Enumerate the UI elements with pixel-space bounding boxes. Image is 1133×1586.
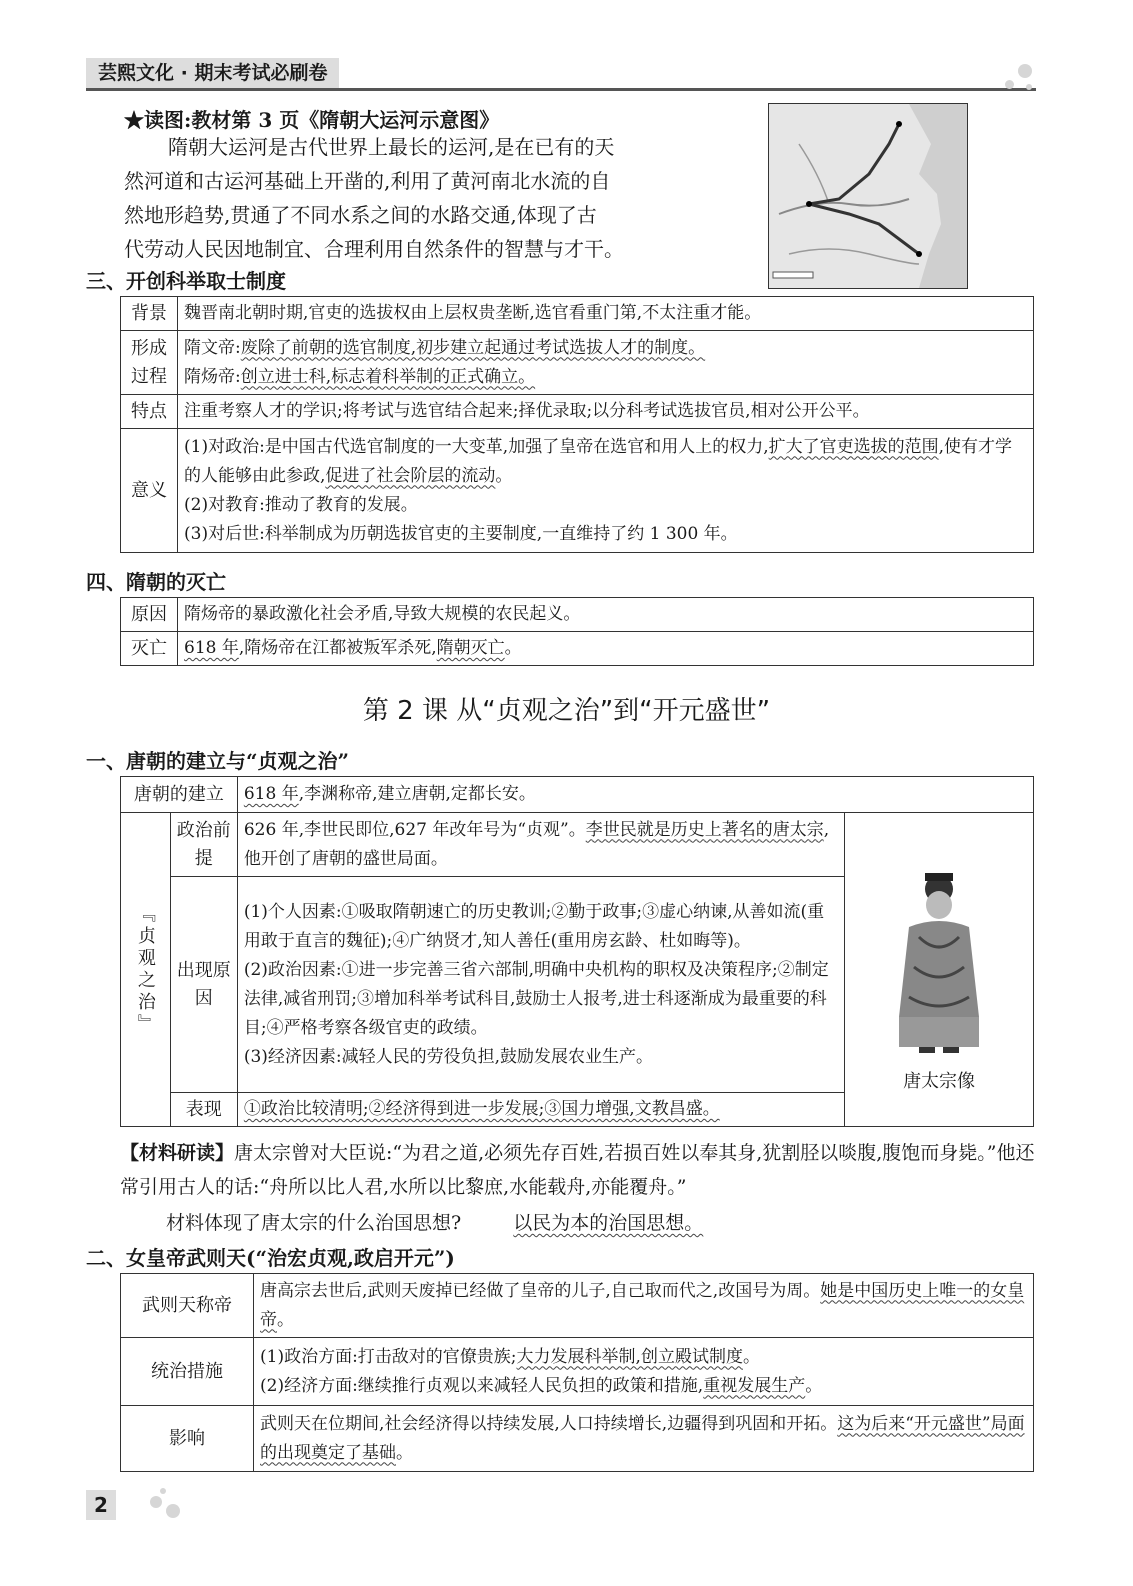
text: 。 bbox=[396, 1442, 413, 1463]
portrait-caption: 唐太宗像 bbox=[903, 1071, 976, 1092]
row-content bbox=[254, 1406, 1034, 1472]
text: 隋炀帝: bbox=[184, 366, 241, 387]
text: (1)对政治:是中国古代选官制度的一大变革,加强了皇帝在选官和用人上的权力, bbox=[184, 436, 769, 457]
key-point: 隋朝灭亡 bbox=[436, 638, 505, 658]
key-point: 李世民就是历史上著名的唐太宗 bbox=[585, 819, 824, 840]
reading-paragraph bbox=[124, 130, 704, 266]
row-content bbox=[254, 1338, 1034, 1406]
wuzetian-table bbox=[120, 1273, 1034, 1472]
row-label: 武则天称帝 bbox=[121, 1274, 254, 1338]
text: 。 bbox=[504, 638, 522, 658]
row-content: 魏晋南北朝时期,官吏的选拔权由上层权贵垄断,选官看重门第,不太注重才能。 bbox=[178, 297, 1034, 331]
row-content: 隋炀帝的暴政激化社会矛盾,导致大规模的农民起义。 bbox=[178, 598, 1034, 632]
series-title: 芸熙文化 · 期末考试必刷卷 bbox=[86, 58, 339, 88]
text: ,李渊称帝,建立唐朝,定都长安。 bbox=[298, 784, 536, 804]
section-title: 一、唐朝的建立与“贞观之治” bbox=[86, 749, 350, 773]
key-point: 618 年 bbox=[184, 638, 239, 658]
text: ,隋炀帝在江都被叛军杀死, bbox=[238, 638, 437, 658]
row-label: 背景 bbox=[121, 297, 178, 331]
portrait-cell bbox=[845, 813, 1034, 1127]
row-content bbox=[237, 877, 844, 1093]
section-title: 三、开创科举取士制度 bbox=[86, 269, 286, 293]
text: 唐高宗去世后,武则天废掉已经做了皇帝的儿子,自己取而代之,改国号为周。 bbox=[260, 1280, 821, 1301]
text: (2)政治因素:①进一步完善三省六部制,明确中央机构的职权及决策程序;②制定法律,减省刑罚;③增加科举考试科目,鼓励士人报考,进士科逐渐成为最重要的科目;④严格考察各级官吏的政绩。 bbox=[243, 959, 829, 1038]
question-text: 材料体现了唐太宗的什么治国思想? bbox=[166, 1212, 462, 1234]
key-point: 618 年 bbox=[243, 784, 299, 804]
key-point: 她是中国历史上唯一的女皇帝 bbox=[260, 1280, 1025, 1330]
row-label: 形成过程 bbox=[121, 331, 178, 395]
material-paragraph bbox=[120, 1136, 1035, 1204]
reading-line: 然地形趋势,贯通了不同水系之间的水路交通,体现了古 bbox=[124, 203, 597, 227]
text: (3)经济因素:减轻人民的劳役负担,鼓励发展农业生产。 bbox=[243, 1046, 654, 1067]
material-text: 唐太宗曾对大臣说:“为君之道,必须先存百姓,若损百姓以奉其身,犹割胫以啖腹,腹饱而身毙。”他还常引用古人的话:“舟所以比人君,水所以比黎庶,水能载舟,亦能覆舟。” bbox=[120, 1142, 1035, 1198]
section-title: 四、隋朝的灭亡 bbox=[86, 570, 226, 594]
row-content bbox=[178, 632, 1034, 666]
material-label: 【材料研读】 bbox=[120, 1142, 235, 1164]
row-label: 原因 bbox=[121, 598, 178, 632]
keju-table bbox=[120, 296, 1034, 553]
decor-dot bbox=[1018, 64, 1032, 78]
page-header bbox=[86, 58, 1036, 88]
row-label: 灭亡 bbox=[121, 632, 178, 666]
reading-title: ★读图:教材第 3 页《隋朝大运河示意图》 bbox=[124, 108, 500, 132]
key-point: 大力发展科举制,创立殿试制度 bbox=[516, 1346, 743, 1367]
text: 。 bbox=[742, 1346, 760, 1367]
key-point: 促进了社会阶层的流动 bbox=[325, 465, 496, 486]
text: 。 bbox=[277, 1309, 294, 1330]
row-label: 意义 bbox=[121, 429, 178, 553]
text: 。 bbox=[805, 1375, 823, 1396]
row-label: 统治措施 bbox=[121, 1338, 254, 1406]
text: 。 bbox=[495, 465, 513, 486]
text: 隋文帝: bbox=[184, 337, 241, 358]
map-graphic bbox=[769, 104, 967, 288]
sui-fall-table bbox=[120, 597, 1034, 666]
text: ,使有才学的人能够由此参政, bbox=[184, 436, 1013, 486]
text: 武则天在位期间,社会经济得以持续发展,人口持续增长,边疆得到巩固和开拓。 bbox=[260, 1413, 838, 1434]
row-content bbox=[237, 777, 1033, 813]
decor-dot bbox=[1005, 80, 1014, 89]
zhenguan-label: 『贞观之治』 bbox=[121, 813, 171, 1127]
answer-text: 以民为本的治国思想。 bbox=[513, 1212, 704, 1234]
text: (1)政治方面:打击敌对的官僚贵族; bbox=[260, 1346, 517, 1367]
row-label: 出现原因 bbox=[170, 877, 237, 1093]
row-label: 表现 bbox=[170, 1093, 237, 1127]
grand-canal-map bbox=[768, 103, 968, 289]
text: (2)对教育:推动了教育的发展。 bbox=[184, 494, 418, 515]
row-content bbox=[178, 331, 1034, 395]
decor-dot bbox=[1026, 84, 1032, 90]
row-content bbox=[254, 1274, 1034, 1338]
text: (3)对后世:科举制成为历朝选拔官吏的主要制度,一直维持了约 1 300 年。 bbox=[184, 523, 738, 544]
lesson-title: 第 2 课 从“贞观之治”到“开元盛世” bbox=[362, 696, 771, 726]
row-content: ①政治比较清明;②经济得到进一步发展;③国力增强,文教昌盛。 bbox=[237, 1093, 844, 1127]
row-content bbox=[237, 813, 844, 877]
key-point: 创立进士科,标志着科举制的正式确立。 bbox=[240, 366, 536, 387]
key-point: 废除了前朝的选官制度,初步建立起通过考试选拔人才的制度。 bbox=[240, 337, 706, 358]
key-point: 重视发展生产 bbox=[703, 1375, 806, 1396]
text: ,他开创了唐朝的盛世局面。 bbox=[243, 819, 830, 869]
reading-line: 隋朝大运河是古代世界上最长的运河,是在已有的天 bbox=[168, 135, 615, 159]
text: (1)个人因素:①吸取隋朝速亡的历史教训;②勤于政事;③虚心纳谏,从善如流(重用敢于直言的魏征);④广纳贤才,知人善任(重用房玄龄、杜如晦等)。 bbox=[243, 901, 825, 951]
decor-dot bbox=[160, 1488, 166, 1494]
material-question bbox=[166, 1206, 703, 1240]
row-label: 特点 bbox=[121, 395, 178, 429]
row-label: 影响 bbox=[121, 1406, 254, 1472]
header-rule bbox=[86, 88, 1036, 91]
zhenguan-table bbox=[120, 776, 1034, 1127]
row-label: 唐朝的建立 bbox=[121, 777, 238, 813]
key-point: 扩大了官吏选拔的范围 bbox=[768, 436, 939, 457]
row-label: 政治前提 bbox=[170, 813, 237, 877]
reading-line: 然河道和古运河基础上开凿的,利用了黄河南北水流的自 bbox=[124, 169, 611, 193]
decor-dot bbox=[166, 1504, 180, 1518]
key-point: 这为后来“开元盛世”局面的出现奠定了基础 bbox=[260, 1413, 1025, 1463]
emperor-portrait-image bbox=[879, 867, 999, 1057]
text: 626 年,李世民即位,627 年改年号为“贞观”。 bbox=[243, 819, 586, 840]
decor-dot bbox=[150, 1496, 162, 1508]
reading-line: 代劳动人民因地制宜、合理利用自然条件的智慧与才干。 bbox=[124, 237, 624, 261]
text: (2)经济方面:继续推行贞观以来减轻人民负担的政策和措施, bbox=[260, 1375, 704, 1396]
page-number: 2 bbox=[86, 1490, 116, 1520]
section-title: 二、女皇帝武则天(“治宏贞观,政启开元”) bbox=[86, 1246, 455, 1270]
row-content: 注重考察人才的学识;将考试与选官结合起来;择优录取;以分科考试选拔官员,相对公开公平。 bbox=[178, 395, 1034, 429]
row-content bbox=[178, 429, 1034, 553]
